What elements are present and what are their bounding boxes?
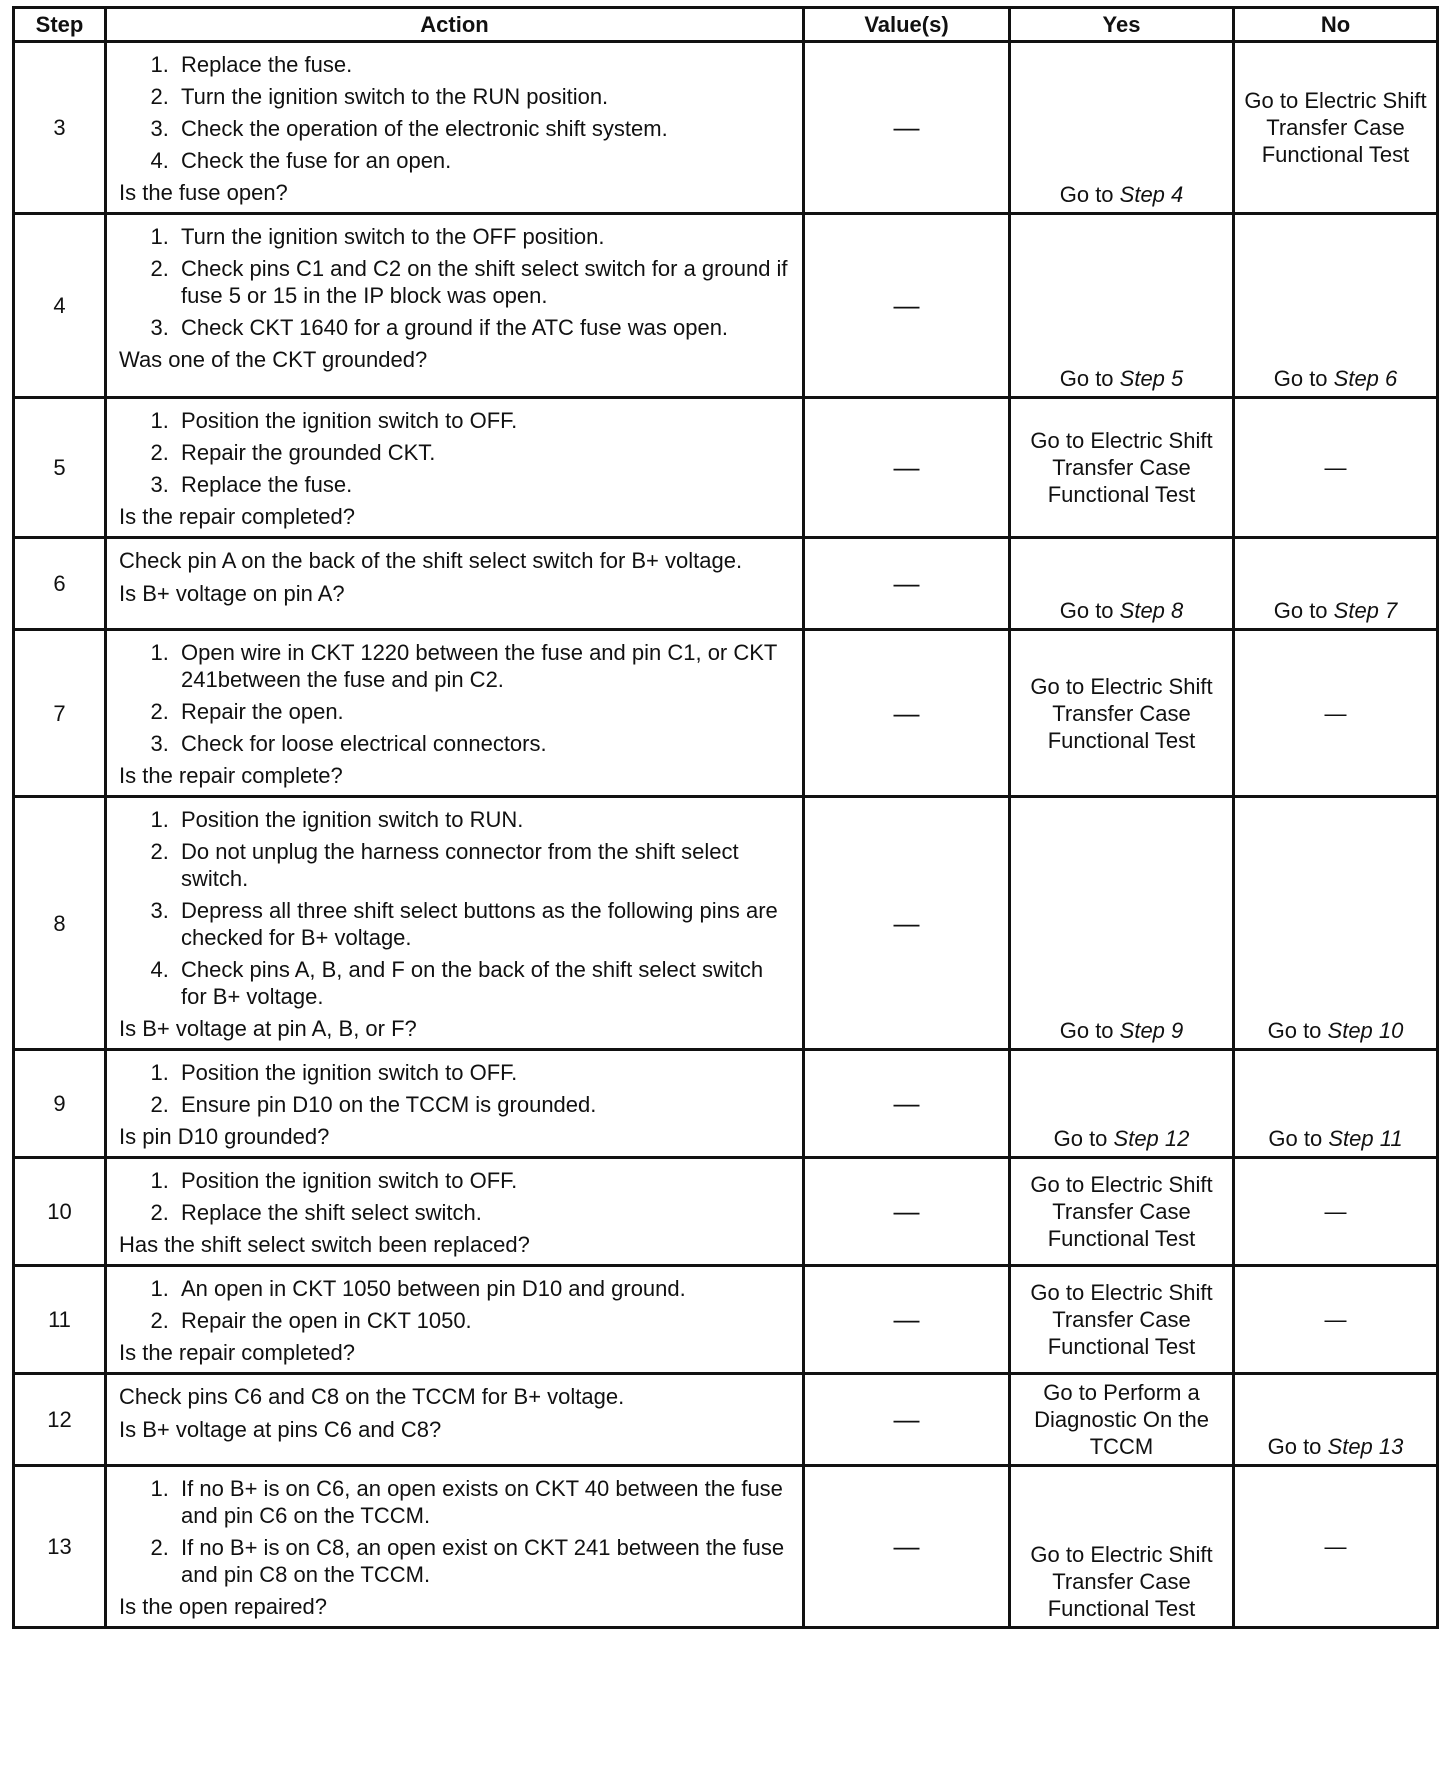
- action-step: 1. Replace the fuse.: [175, 51, 794, 78]
- action-question: Was one of the CKT grounded?: [119, 347, 428, 372]
- value-cell: —: [804, 398, 1010, 538]
- no-cell: [1234, 1158, 1438, 1266]
- action-cell: [106, 1158, 804, 1266]
- no-text: —: [1324, 1199, 1347, 1224]
- step-number: 6: [14, 538, 106, 630]
- step-number: 4: [14, 214, 106, 398]
- action-steps: [119, 639, 794, 757]
- no-cell: [1234, 630, 1438, 797]
- step-number: 10: [14, 1158, 106, 1266]
- action-step: 2. Turn the ignition switch to the RUN position.: [175, 83, 794, 110]
- yes-text: Go to Electric Shift Transfer Case Functional Test: [1030, 428, 1213, 507]
- no-cell: [1234, 398, 1438, 538]
- action-step: 3. Check for loose electrical connectors.: [175, 730, 794, 757]
- yes-prefix: Go to: [1059, 598, 1120, 623]
- no-cell: [1234, 538, 1438, 630]
- yes-cell: [1010, 398, 1234, 538]
- no-text: —: [1324, 1307, 1347, 1332]
- yes-cell: [1010, 630, 1234, 797]
- yes-text: Go to Electric Shift Transfer Case Functional Test: [1030, 1542, 1213, 1621]
- value-cell: —: [804, 1466, 1010, 1628]
- step-number: 8: [14, 797, 106, 1050]
- action-step: 2. Repair the open in CKT 1050.: [175, 1307, 794, 1334]
- step-number: 11: [14, 1266, 106, 1374]
- action-steps: [119, 806, 794, 1010]
- step-number: 9: [14, 1050, 106, 1158]
- yes-step-link: Step 5: [1119, 366, 1184, 391]
- action-steps: [119, 407, 794, 498]
- action-step: 2. Repair the open.: [175, 698, 794, 725]
- value-cell: —: [804, 214, 1010, 398]
- header-step: Step: [14, 8, 106, 42]
- table-row: [14, 1158, 1438, 1266]
- action-step: 3. Check CKT 1640 for a ground if the ATC fuse was open.: [175, 314, 794, 341]
- yes-cell: [1010, 1158, 1234, 1266]
- yes-cell: [1010, 214, 1234, 398]
- action-question: Is the open repaired?: [119, 1594, 327, 1619]
- yes-step-link: Step 12: [1113, 1126, 1190, 1151]
- yes-text: Go to Perform a Diagnostic On the TCCM: [1034, 1380, 1209, 1459]
- action-cell: [106, 1266, 804, 1374]
- action-step: 1. An open in CKT 1050 between pin D10 and ground.: [175, 1275, 794, 1302]
- table-row: [14, 630, 1438, 797]
- table-row: [14, 538, 1438, 630]
- no-cell: [1234, 214, 1438, 398]
- step-number: 12: [14, 1374, 106, 1466]
- no-step-link: Step 11: [1328, 1126, 1403, 1151]
- no-step-link: Step 10: [1327, 1018, 1404, 1043]
- no-prefix: Go to: [1273, 598, 1334, 623]
- action-question: Has the shift select switch been replaced?: [119, 1232, 530, 1257]
- action-question: Is the fuse open?: [119, 180, 288, 205]
- action-step: 4. Check pins A, B, and F on the back of the shift select switch for B+ voltage.: [175, 956, 794, 1010]
- table-row: [14, 42, 1438, 214]
- value-cell: —: [804, 797, 1010, 1050]
- action-step: 1. Open wire in CKT 1220 between the fuse and pin C1, or CKT 241between the fuse and pin C2.: [175, 639, 794, 693]
- value-cell: —: [804, 42, 1010, 214]
- action-cell: [106, 42, 804, 214]
- table-row: [14, 1050, 1438, 1158]
- action-question: Is the repair completed?: [119, 504, 356, 529]
- action-cell: [106, 797, 804, 1050]
- no-text: Go to Electric Shift Transfer Case Functional Test: [1244, 88, 1427, 167]
- action-cell: [106, 538, 804, 630]
- action-step: 1. Position the ignition switch to OFF.: [175, 407, 794, 434]
- action-question: Is B+ voltage at pin A, B, or F?: [119, 1016, 417, 1041]
- yes-step-link: Step 8: [1119, 598, 1184, 623]
- no-cell: [1234, 1266, 1438, 1374]
- value-cell: —: [804, 538, 1010, 630]
- action-step: 2. If no B+ is on C8, an open exist on CKT 241 between the fuse and pin C8 on the TCCM.: [175, 1534, 794, 1588]
- action-step: 3. Depress all three shift select buttons as the following pins are checked for B+ voltage.: [175, 897, 794, 951]
- action-steps: [119, 1275, 794, 1334]
- no-step-link: Step 6: [1333, 366, 1398, 391]
- action-step: 1. Turn the ignition switch to the OFF position.: [175, 223, 794, 250]
- action-step: 2. Replace the shift select switch.: [175, 1199, 794, 1226]
- action-cell: [106, 630, 804, 797]
- table-row: [14, 1266, 1438, 1374]
- yes-prefix: Go to: [1059, 1018, 1120, 1043]
- header-action: Action: [106, 8, 804, 42]
- action-step: 2. Repair the grounded CKT.: [175, 439, 794, 466]
- value-cell: —: [804, 1374, 1010, 1466]
- action-cell: [106, 1466, 804, 1628]
- table-row: [14, 1374, 1438, 1466]
- action-step: 4. Check the fuse for an open.: [175, 147, 794, 174]
- diagnostic-table: [12, 6, 1439, 1629]
- no-cell: [1234, 42, 1438, 214]
- yes-cell: [1010, 1466, 1234, 1628]
- action-question: Is pin D10 grounded?: [119, 1124, 330, 1149]
- yes-cell: [1010, 797, 1234, 1050]
- header-yes: Yes: [1010, 8, 1234, 42]
- no-prefix: Go to: [1268, 1126, 1329, 1151]
- action-step: 1. Position the ignition switch to OFF.: [175, 1059, 794, 1086]
- yes-cell: [1010, 42, 1234, 214]
- no-step-link: Step 7: [1333, 598, 1398, 623]
- diagnostic-table-page: [12, 6, 1436, 1629]
- action-question: Is B+ voltage on pin A?: [119, 581, 345, 606]
- yes-prefix: Go to: [1059, 182, 1120, 207]
- step-number: 3: [14, 42, 106, 214]
- no-text: —: [1324, 455, 1347, 480]
- no-prefix: Go to: [1273, 366, 1334, 391]
- no-cell: [1234, 797, 1438, 1050]
- action-step: 3. Check the operation of the electronic shift system.: [175, 115, 794, 142]
- value-cell: —: [804, 1158, 1010, 1266]
- action-cell: [106, 1374, 804, 1466]
- action-cell: [106, 1050, 804, 1158]
- yes-cell: [1010, 538, 1234, 630]
- header-row: [14, 8, 1438, 42]
- table-row: [14, 398, 1438, 538]
- action-steps: [119, 1167, 794, 1226]
- action-text: Check pin A on the back of the shift select switch for B+ voltage.: [119, 548, 743, 573]
- yes-cell: [1010, 1374, 1234, 1466]
- yes-prefix: Go to: [1059, 366, 1120, 391]
- yes-text: Go to Electric Shift Transfer Case Functional Test: [1030, 1280, 1213, 1359]
- step-number: 7: [14, 630, 106, 797]
- action-steps: [119, 51, 794, 174]
- no-text: —: [1324, 700, 1347, 726]
- no-prefix: Go to: [1267, 1434, 1328, 1459]
- value-cell: —: [804, 630, 1010, 797]
- action-step: 3. Replace the fuse.: [175, 471, 794, 498]
- action-step: 2. Check pins C1 and C2 on the shift select switch for a ground if fuse 5 or 15 in the IP block was open.: [175, 255, 794, 309]
- table-row: [14, 214, 1438, 398]
- action-step: 1. If no B+ is on C6, an open exists on CKT 40 between the fuse and pin C6 on the TCCM.: [175, 1475, 794, 1529]
- yes-step-link: Step 9: [1119, 1018, 1184, 1043]
- header-no: No: [1234, 8, 1438, 42]
- table-row: [14, 1466, 1438, 1628]
- action-question: Is the repair complete?: [119, 763, 343, 788]
- table-row: [14, 797, 1438, 1050]
- yes-cell: [1010, 1266, 1234, 1374]
- action-step: 2. Ensure pin D10 on the TCCM is grounded.: [175, 1091, 794, 1118]
- yes-cell: [1010, 1050, 1234, 1158]
- step-number: 13: [14, 1466, 106, 1628]
- value-cell: —: [804, 1050, 1010, 1158]
- yes-step-link: Step 4: [1119, 182, 1184, 207]
- yes-text: Go to Electric Shift Transfer Case Functional Test: [1030, 673, 1213, 753]
- action-cell: [106, 214, 804, 398]
- no-cell: [1234, 1466, 1438, 1628]
- action-cell: [106, 398, 804, 538]
- step-number: 5: [14, 398, 106, 538]
- no-cell: [1234, 1050, 1438, 1158]
- header-values: Value(s): [804, 8, 1010, 42]
- no-cell: [1234, 1374, 1438, 1466]
- action-steps: [119, 1475, 794, 1588]
- no-prefix: Go to: [1267, 1018, 1328, 1043]
- action-steps: [119, 1059, 794, 1118]
- value-cell: —: [804, 1266, 1010, 1374]
- action-step: 2. Do not unplug the harness connector from the shift select switch.: [175, 838, 794, 892]
- action-steps: [119, 223, 794, 341]
- action-step: 1. Position the ignition switch to OFF.: [175, 1167, 794, 1194]
- no-step-link: Step 13: [1327, 1434, 1404, 1459]
- no-text: —: [1324, 1534, 1347, 1559]
- yes-text: Go to Electric Shift Transfer Case Functional Test: [1030, 1172, 1213, 1251]
- action-text: Check pins C6 and C8 on the TCCM for B+ voltage.: [119, 1384, 625, 1409]
- yes-prefix: Go to: [1053, 1126, 1114, 1151]
- action-question: Is B+ voltage at pins C6 and C8?: [119, 1417, 442, 1442]
- action-step: 1. Position the ignition switch to RUN.: [175, 806, 794, 833]
- action-question: Is the repair completed?: [119, 1340, 356, 1365]
